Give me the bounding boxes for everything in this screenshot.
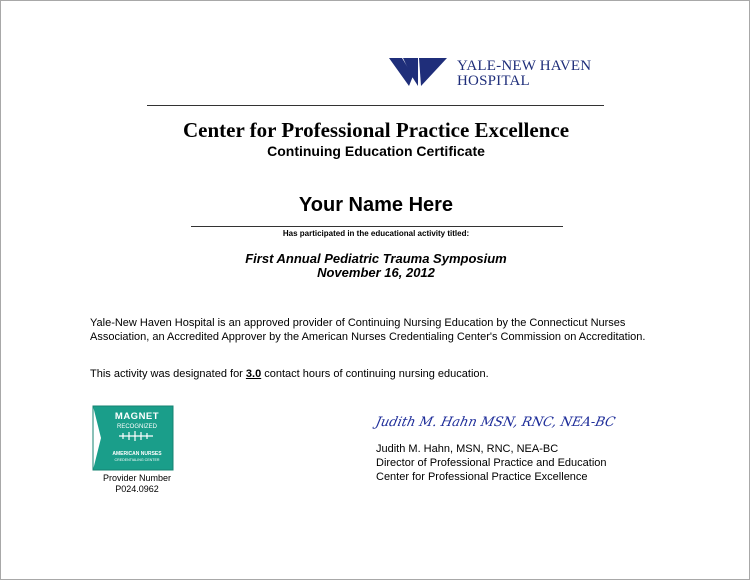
signatory-block	[376, 442, 607, 484]
certificate-subtitle: Continuing Education Certificate	[267, 143, 485, 159]
recipient-name: Your Name Here	[298, 194, 454, 216]
header-divider	[147, 105, 604, 106]
hospital-name-line1: YALE-NEW HAVEN	[457, 58, 592, 74]
participation-text: Has participated in the educational activity titled:	[282, 229, 470, 238]
signatory-title: Director of Professional Practice and Education	[376, 457, 607, 469]
magnet-line2: RECOGNIZED	[116, 424, 158, 430]
activity-date: November 16, 2012	[317, 265, 435, 280]
hours-value: 3.0	[245, 368, 262, 380]
signatory-name: Judith M. Hahn, MSN, RNC, NEA-BC	[376, 443, 559, 455]
hospital-name	[457, 59, 591, 89]
hospital-name-line2: HOSPITAL	[457, 73, 530, 89]
magnet-line1: MAGNET	[114, 411, 160, 422]
yale-new-haven-chevron-icon	[389, 58, 447, 86]
contact-hours-statement	[90, 368, 489, 380]
provider-label: Provider Number	[102, 473, 172, 483]
provider-number: P024.0962	[115, 484, 159, 494]
activity-title: First Annual Pediatric Trauma Symposium	[245, 251, 507, 266]
magnet-recognized-badge-icon	[93, 406, 173, 470]
magnet-line3: AMERICAN NURSES	[112, 451, 162, 457]
provider-info	[91, 473, 183, 495]
magnet-line4: CREDENTIALING CENTER	[114, 458, 160, 462]
signature-text: Judith M. Hahn MSN, RNC, NEA-BC	[374, 415, 617, 430]
accreditation-statement: Yale-New Haven Hospital is an approved provider of Continuing Nursing Education by the Connecticut Nurses Association, an Accredited Approver by the American Nurses Credentialing Center's Commission on Accreditation.	[90, 317, 646, 343]
hospital-logo	[389, 58, 591, 89]
hours-prefix: This activity was designated for	[90, 368, 246, 380]
signature-icon	[374, 407, 617, 433]
name-divider	[191, 226, 563, 227]
hours-suffix: contact hours of continuing nursing education.	[261, 368, 489, 380]
signatory-department: Center for Professional Practice Excellence	[376, 471, 588, 483]
page-title: Center for Professional Practice Excellence	[182, 118, 570, 142]
